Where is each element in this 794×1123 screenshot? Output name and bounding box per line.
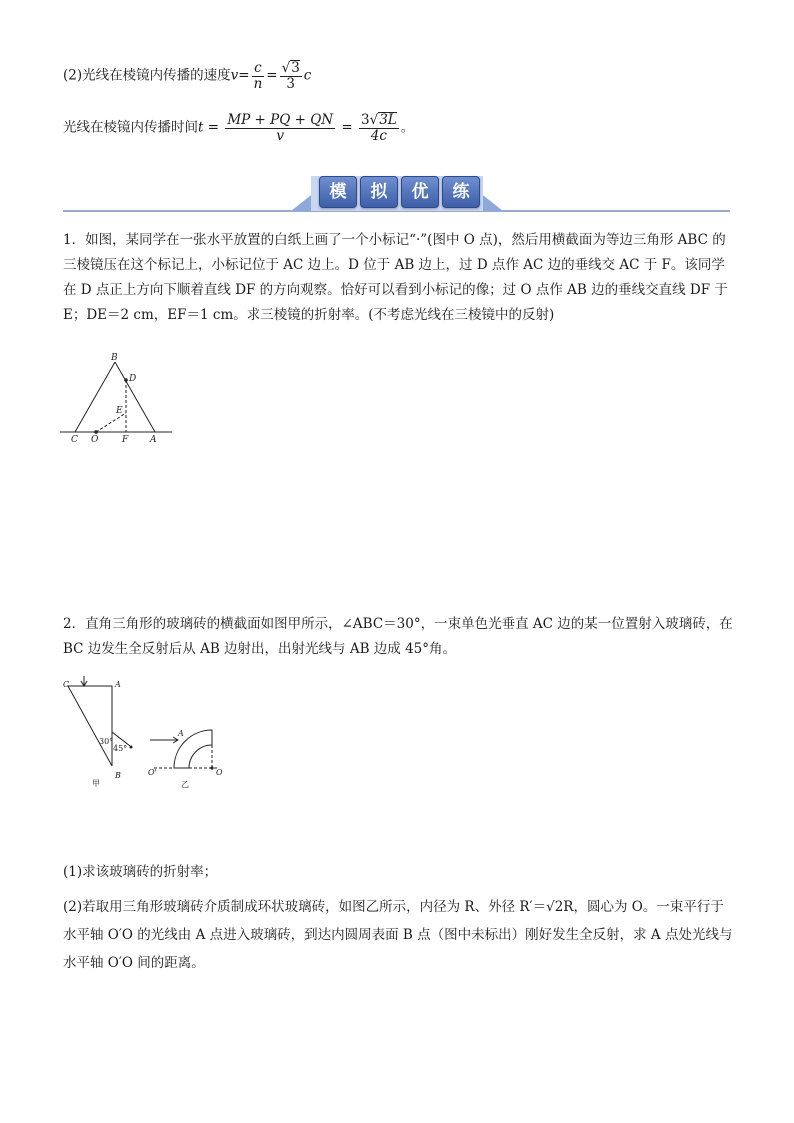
q1-label-o: O <box>91 435 99 445</box>
q1-side-cb <box>75 362 115 432</box>
jia-label-b: B <box>115 771 121 780</box>
q1-point-d <box>124 378 128 382</box>
banner-char-2: 拟 <box>360 176 398 208</box>
yi-caption: 乙 <box>181 780 189 789</box>
speed-prefix: (2)光线在棱镜内传播的速度 <box>63 67 231 84</box>
q2-figure-yi <box>148 712 238 802</box>
frac-sqrt3-over-3: $\frac{√3}{3}$ <box>281 60 300 92</box>
solution-speed-line: (2)光线在棱镜内传播的速度v= $\frac{c}{n}$ = $\frac{√3}{3}$ c <box>63 59 312 92</box>
question-2-text: 2．直角三角形的玻璃砖的横截面如图甲所示，∠ABC＝30°，一束单色光垂直 AC 边的某一位置射入玻璃砖，在 BC 边发生全反射后从 AB 边射出，出射光线与 AB 边成 45°角。 <box>63 616 733 657</box>
yi-label-o: O <box>216 768 223 777</box>
solution-time-line: 光线在棱镜内传播时间t = $\frac{MP + PQ + QN}{v}$ = $\frac{3√3L}{4c}$ 。 <box>63 111 415 144</box>
yi-label-a: A <box>178 729 184 738</box>
jia-angle-30: 30° <box>99 737 114 746</box>
q1-label-b: B <box>111 353 118 363</box>
frac-result: $\frac{3√3L}{4c}$ <box>360 112 397 144</box>
q1-label-e: E <box>116 406 123 416</box>
question-2-sub-1: (1)求该玻璃砖的折射率； <box>63 864 218 880</box>
question-2-sub-2: (2)若取用三角形玻璃砖介质制成环状玻璃砖，如图乙所示，内径为 R、外径 R′＝√2R，圆心为 O。一束平行于水平轴 O′O 的光线由 A 点进入玻璃砖，到达内圆周表面 B 点（图中未标出）刚好发生全反射，求 A 点处光线与水平轴 O′O 间的距离。 <box>63 899 733 971</box>
q1-label-c: C <box>71 435 78 445</box>
speed-v: v <box>230 67 239 84</box>
q1-label-a: A <box>150 435 157 445</box>
banner-char-4: 练 <box>442 176 480 208</box>
frac-path-over-v: $\frac{MP + PQ + QN}{v}$ <box>227 111 334 144</box>
banner-char-3: 优 <box>401 176 439 208</box>
q1-label-f: F <box>122 435 129 445</box>
yi-label-o1: O' <box>148 768 157 777</box>
frac-c-over-n: $\frac{c}{n}$ <box>253 59 263 92</box>
q1-point-o <box>94 430 98 434</box>
q1-label-d: D <box>129 374 137 384</box>
time-t: t <box>198 119 204 136</box>
jia-label-a: A <box>115 680 121 689</box>
question-1-text: 1．如图，某同学在一张水平放置的白纸上画了一个小标记“·”(图中 O 点)，然后用横截面为等边三角形 ABC 的三棱镜压在这个标记上，小标记位于 AC 边上。D 位于 AB 边上，过 D 点作 AC 边的垂线交 AC 于 F。该同学在 D 点正上方向下顺着直线 DF 的方向观察。恰好可以看到小标记的像；过 O 点作 AB 边的垂线交直线 DF 于 E；DE＝2 cm，EF＝1 cm。求三棱镜的折射率。(不考虑光线在三棱镜中的反射) <box>63 232 728 323</box>
jia-triangle <box>68 686 112 766</box>
speed-c-tail: c <box>303 67 312 84</box>
jia-angle-45: 45° <box>113 744 128 753</box>
q1-side-ba <box>115 362 155 432</box>
time-prefix: 光线在棱镜内传播时间 <box>63 119 198 136</box>
banner-char-1: 模 <box>319 176 357 208</box>
jia-caption: 甲 <box>92 779 100 788</box>
jia-label-c: C <box>63 680 70 689</box>
section-banner <box>63 170 730 216</box>
q1-triangle-figure <box>60 355 180 445</box>
